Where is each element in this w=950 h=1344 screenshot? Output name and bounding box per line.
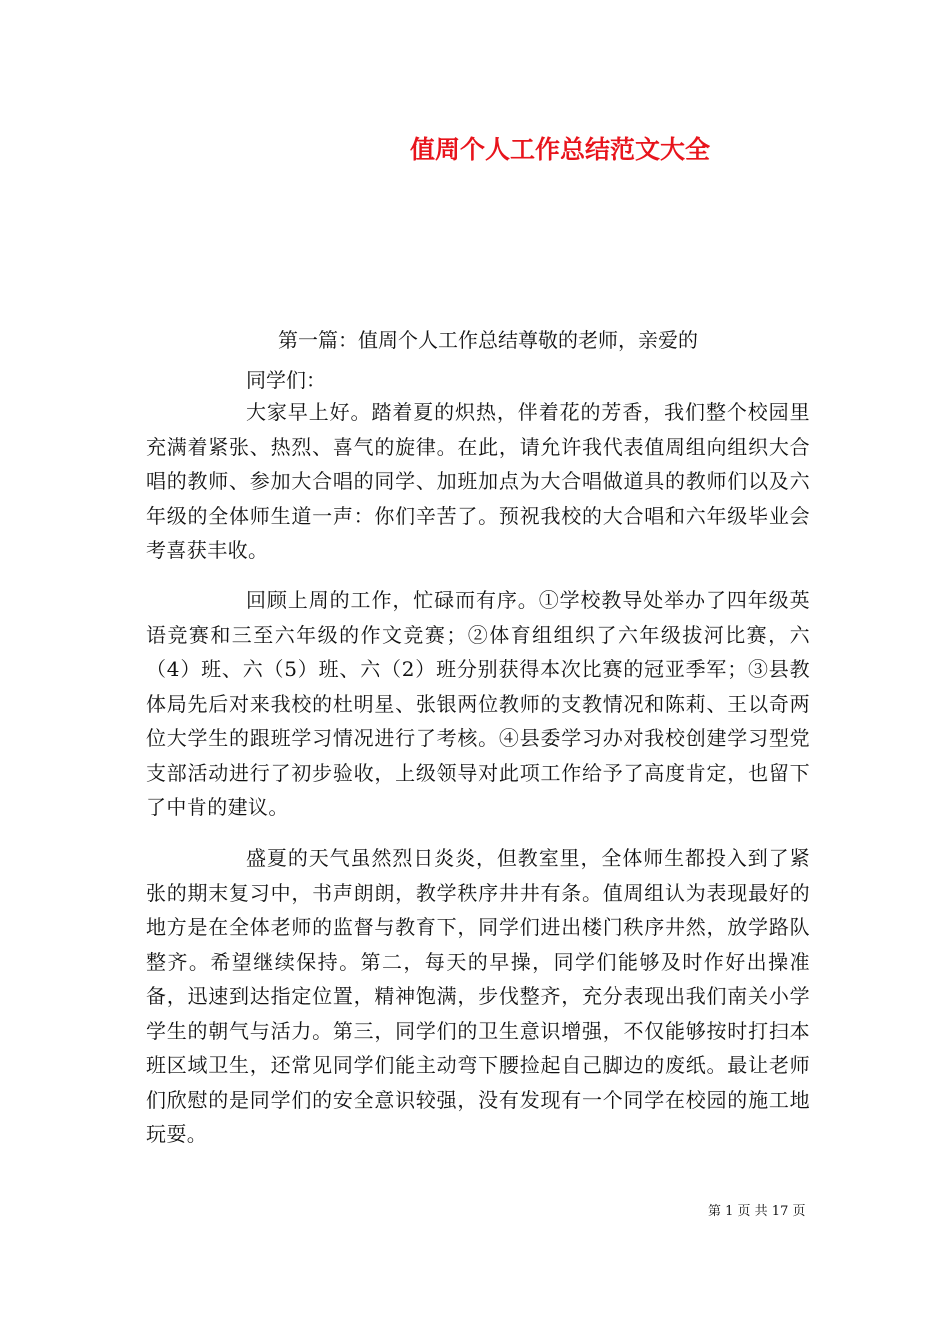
body-paragraph: 回顾上周的工作，忙碌而有序。①学校教导处举办了四年级英语竞赛和三至六年级的作文竞赛；②体育组组织了六年级拔河比赛，六（4）班、六（5）班、六（2）班分别获得本次比赛的冠亚季军；③县教体局先后对来我校的杜明星、张银两位教师的支教情况和陈莉、王以奇两位大学生的跟班学习情况进行了考核。④县委学习办对我校创建学习型党支部活动进行了初步验收，上级领导对此项工作给予了高度肯定，也留下了中肯的建议。 [146,588,810,819]
body-paragraph: 大家早上好。踏着夏的炽热，伴着花的芳香，我们整个校园里充满着紧张、热烈、喜气的旋律。在此，请允许我代表值周组向组织大合唱的教师、参加大合唱的同学、加班加点为大合唱做道具的教师们以及六年级的全体师生道一声：你们辛苦了。预祝我校的大合唱和六年级毕业会考喜获丰收。 [146,400,810,562]
page-number: 第 1 页 共 17 页 [708,1204,806,1219]
section-heading: 第一篇：值周个人工作总结尊敬的老师，亲爱的 [278,328,698,352]
body-paragraph: 盛夏的天气虽然烈日炎炎，但教室里，全体师生都投入到了紧张的期末复习中，书声朗朗，教学秩序井井有条。值周组认为表现最好的地方是在全体老师的监督与教育下，同学们进出楼门秩序井然，放学路队整齐。希望继续保持。第二，每天的早操，同学们能够及时作好出操准备，迅速到达指定位置，精神饱满，步伐整齐，充分表现出我们南关小学学生的朝气与活力。第三，同学们的卫生意识增强，不仅能够按时打扫本班区域卫生，还常见同学们能主动弯下腰捡起自己脚边的废纸。最让老师们欣慰的是同学们的安全意识较强，没有发现有一个同学在校园的施工地玩耍。 [146,846,810,1146]
greeting-line: 同学们： [246,368,326,392]
document-title: 值周个人工作总结范文大全 [410,135,711,164]
